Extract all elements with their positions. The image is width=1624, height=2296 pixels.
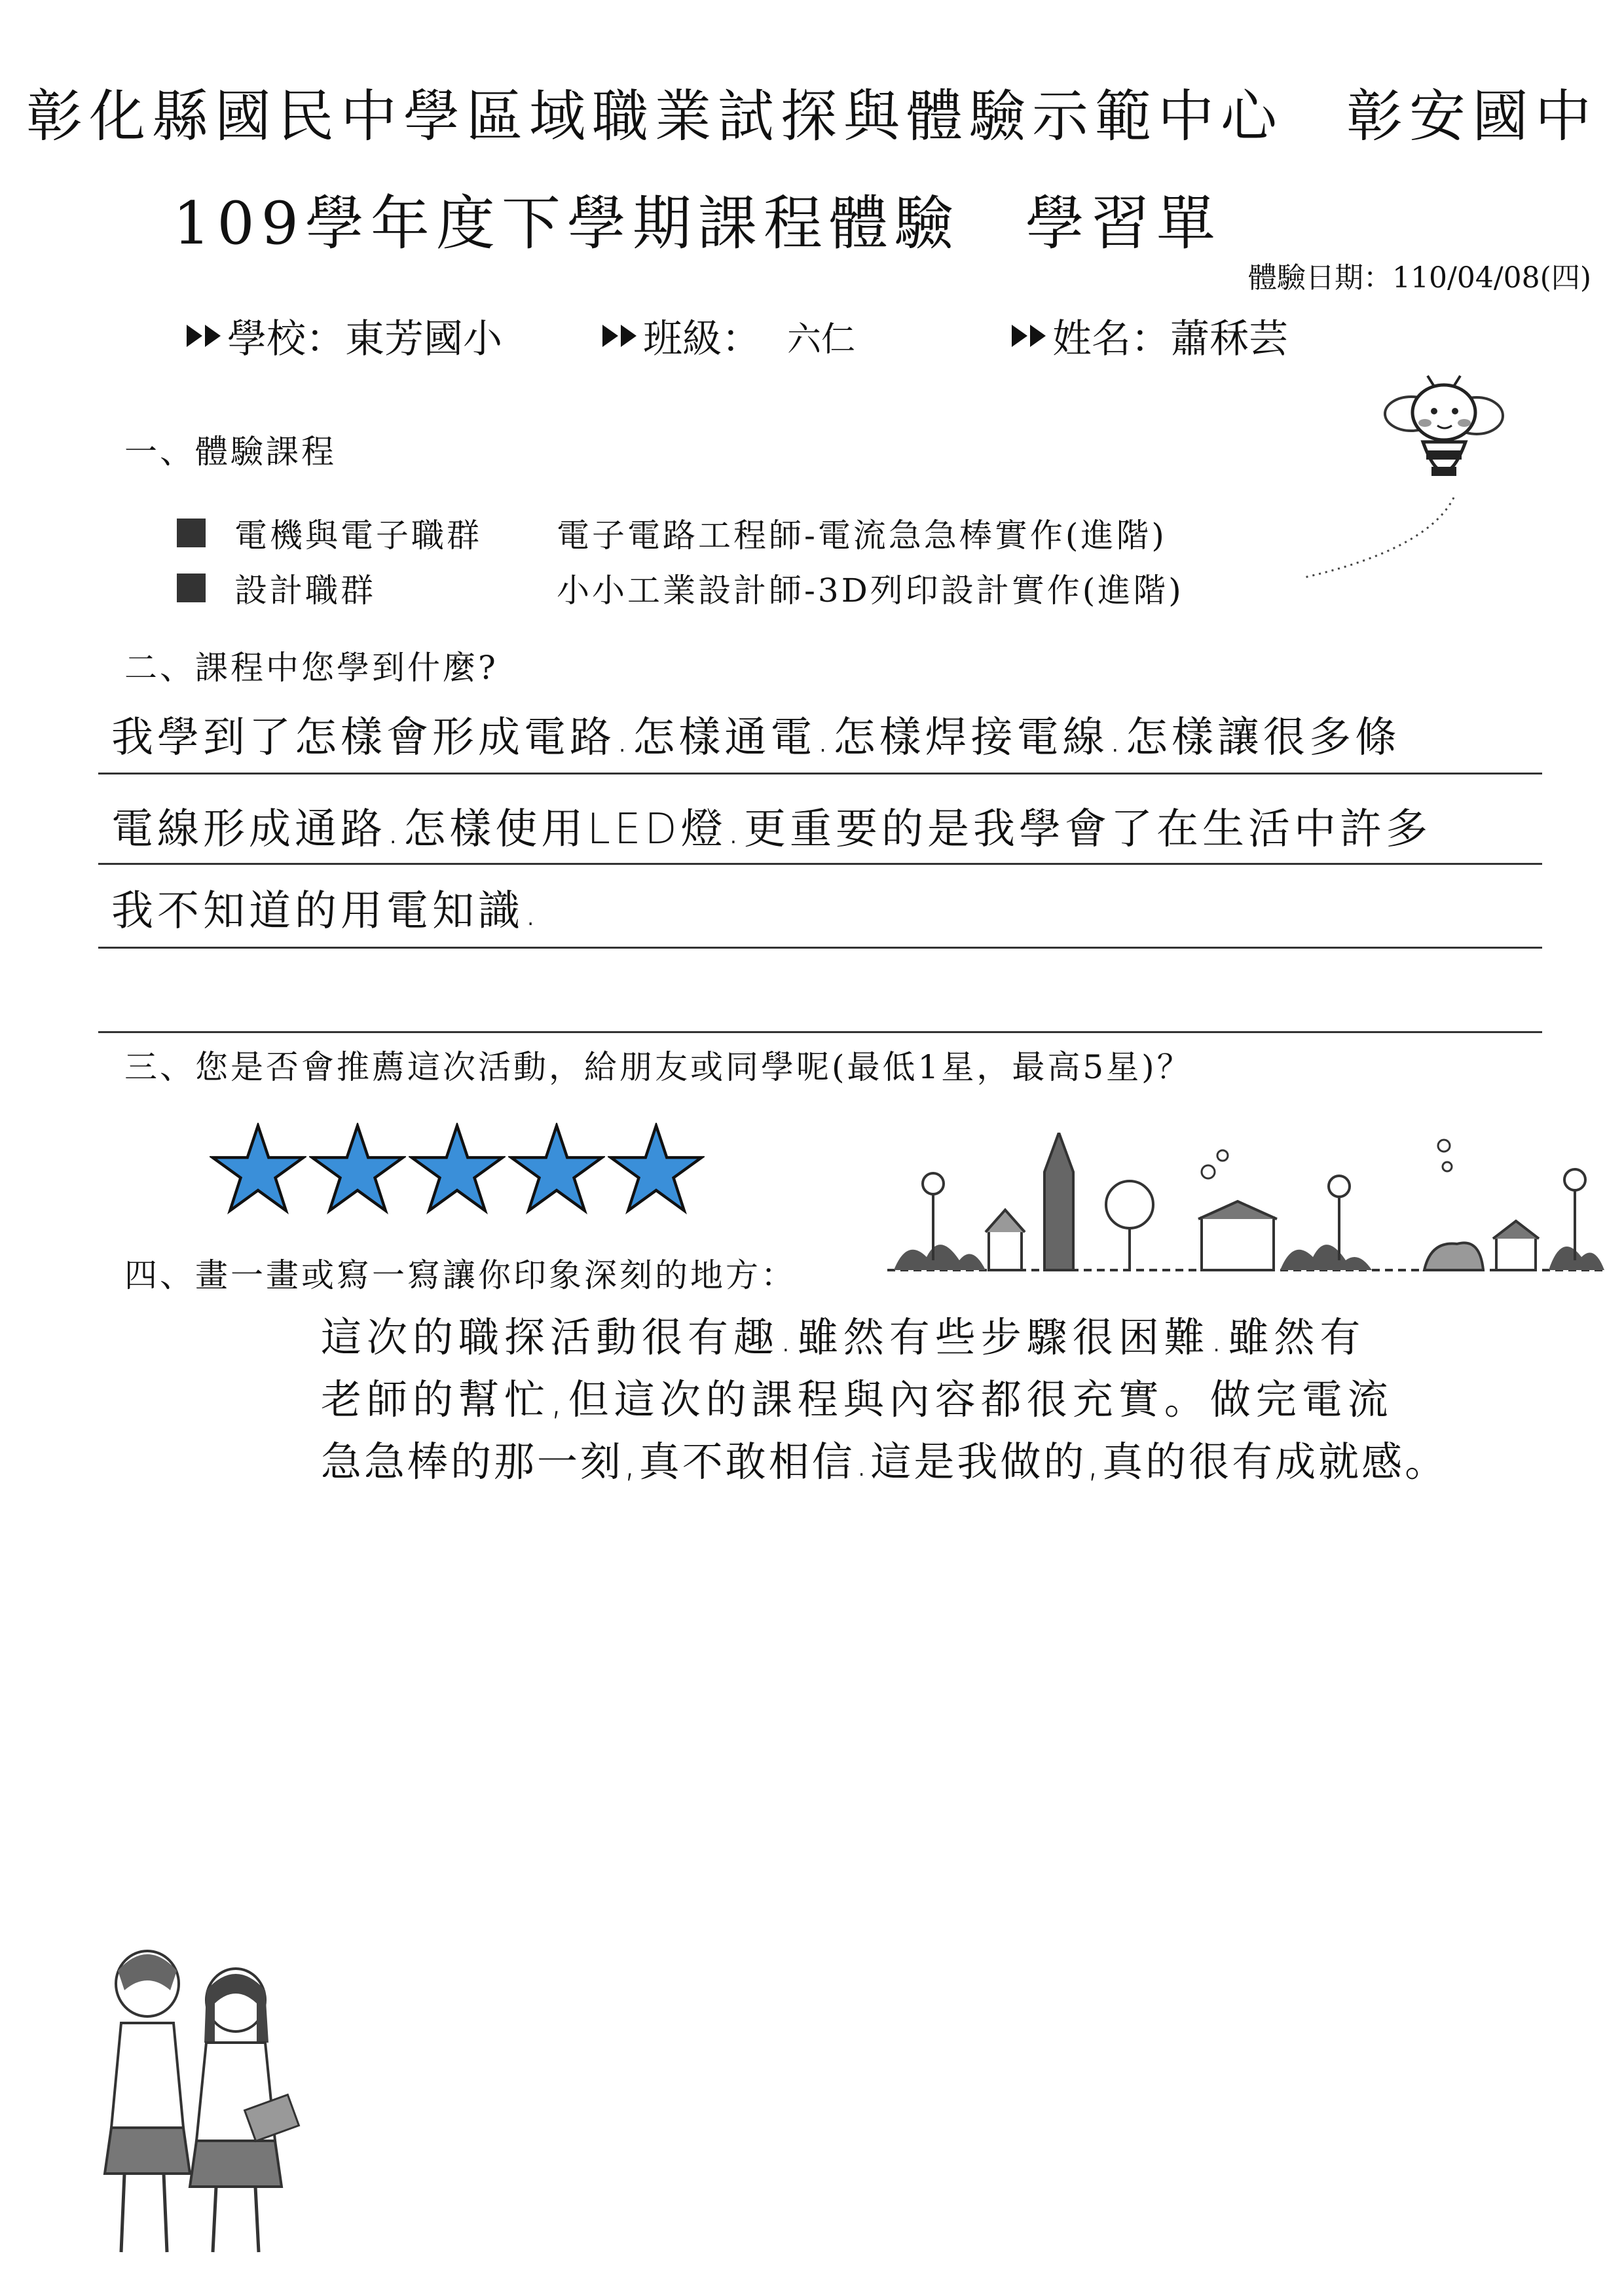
arrow-icon [1030,325,1046,347]
drawing-text-line: 老師的幫忙,但這次的課程與內容都很充實。做完電流 [321,1376,1393,1423]
arrow-icon [621,325,637,347]
section3-heading: 三、您是否會推薦這次活動，給朋友或同學呢(最低1星，最高5星)？ [124,1048,1192,1086]
section1-heading: 一、體驗課程 [124,433,337,471]
arrow-icon [1012,325,1027,347]
class-field [602,308,855,364]
drawing-text-line: 這次的職探活動很有趣.雖然有些步驟很困難.雖然有 [321,1313,1366,1361]
bee-illustration [1303,367,1578,629]
section4-heading: 四、畫一畫或寫一寫讓你印象深刻的地方： [124,1256,796,1294]
school-label: 學校： [227,316,345,362]
course-row [177,564,1184,611]
section2-heading: 二、課程中您學到什麼? [124,649,498,687]
checkbox-checked[interactable] [177,574,206,602]
school-field [187,308,502,364]
name-field [1012,308,1288,364]
star-icon [309,1123,406,1214]
arrow-icon [602,325,618,347]
name-value: 蕭秝芸 [1170,316,1288,362]
arrow-icon [205,325,221,347]
course-row [177,509,1167,556]
class-value: 六仁 [787,319,856,359]
star-icon [210,1123,306,1214]
answer-rule [98,863,1542,865]
page-subtitle: 109學年度下學期課程體驗 學習單 [173,189,1222,258]
answer-line: 電線形成通路.怎樣使用LED燈.更重要的是我學會了在生活中許多 [111,805,1432,854]
school-value: 東芳國小 [345,316,502,362]
star-icon [409,1123,506,1214]
answer-rule [98,1031,1542,1033]
arrow-icon [187,325,202,347]
course-group: 設計職群 [234,572,376,610]
experience-date: 體驗日期：110/04/08(四) [1248,261,1591,295]
course-group: 電機與電子職群 [234,517,482,555]
checkbox-checked[interactable] [177,519,206,547]
course-name: 小小工業設計師-3D列印設計實作(進階) [557,572,1184,610]
name-label: 姓名： [1052,316,1170,362]
page-title: 彰化縣國民中學區域職業試探與體驗示範中心 彰安國中 [26,84,1598,149]
course-name: 電子電路工程師-電流急急棒實作(進階) [557,517,1167,555]
class-label: 班級： [643,316,761,362]
star-icon [508,1123,605,1214]
star-rating [210,1123,705,1214]
answer-rule [98,947,1542,949]
village-illustration [887,1133,1608,1283]
star-icon [608,1123,705,1214]
answer-rule [98,773,1542,774]
students-illustration [85,1944,301,2265]
drawing-text-line: 急急棒的那一刻,真不敢相信.這是我做的,真的很有成就感。 [321,1438,1449,1485]
answer-line: 我不知道的用電知識. [111,887,542,936]
answer-line: 我學到了怎樣會形成電路.怎樣通電.怎樣焊接電線.怎樣讓很多條 [111,714,1401,762]
